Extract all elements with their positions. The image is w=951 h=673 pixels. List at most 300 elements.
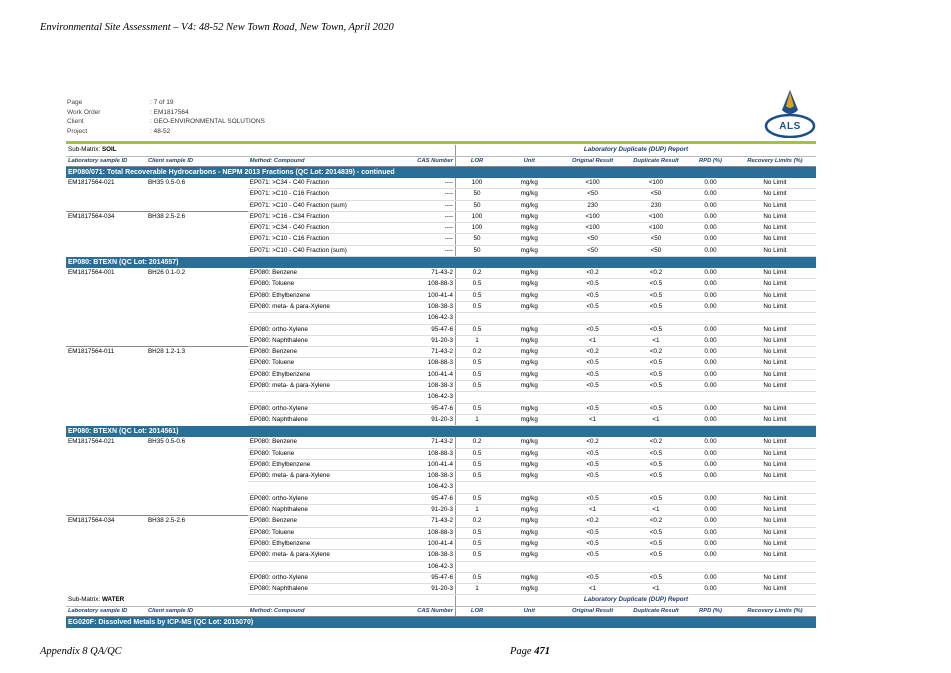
client-sample-id <box>146 403 248 414</box>
table-row <box>66 335 816 346</box>
cas-number: 106-42-3 <box>387 392 456 403</box>
cas-number: 100-41-4 <box>387 290 456 301</box>
rpd: 0.00 <box>687 403 734 414</box>
lor <box>456 561 499 572</box>
table-row <box>66 516 816 527</box>
table-row <box>66 437 816 448</box>
lab-sample-id <box>66 234 146 245</box>
duplicate-result: <0.5 <box>625 358 687 369</box>
lab-sample-id <box>66 335 146 346</box>
rpd: 0.00 <box>687 211 734 222</box>
cas-number: 95-47-6 <box>387 324 456 335</box>
duplicate-result <box>625 561 687 572</box>
unit <box>498 561 560 572</box>
section-title: EP080: BTEXN (QC Lot: 2014557) <box>66 257 816 269</box>
compound: EP080: Benzene <box>248 437 387 448</box>
section-title: EG020F: Dissolved Metals by ICP-MS (QC Lot: 2015070) <box>66 617 816 629</box>
rpd: 0.00 <box>687 290 734 301</box>
cas-number: 108-88-3 <box>387 279 456 290</box>
lab-sample-id <box>66 471 146 482</box>
duplicate-result: <0.5 <box>625 572 687 583</box>
dup-report-title: Laboratory Duplicate (DUP) Report <box>456 145 816 157</box>
table-row <box>66 403 816 414</box>
lor: 1 <box>456 335 499 346</box>
lab-sample-id <box>66 381 146 392</box>
unit <box>498 482 560 493</box>
duplicate-result: <0.2 <box>625 437 687 448</box>
recovery-limits <box>734 392 816 403</box>
lab-sample-id <box>66 279 146 290</box>
recovery-limits: No Limit <box>734 538 816 549</box>
rpd: 0.00 <box>687 493 734 504</box>
original-result: <1 <box>560 584 624 595</box>
client-sample-id <box>146 459 248 470</box>
client-sample-id <box>146 313 248 324</box>
compound: EP080: meta- & para-Xylene <box>248 301 387 312</box>
client-sample-id <box>146 234 248 245</box>
client-sample-id <box>146 505 248 516</box>
duplicate-result: <50 <box>625 189 687 200</box>
lor: 50 <box>456 234 499 245</box>
recovery-limits: No Limit <box>734 471 816 482</box>
recovery-limits: No Limit <box>734 572 816 583</box>
lor: 0.5 <box>456 301 499 312</box>
page-number <box>510 646 550 657</box>
lor: 0.5 <box>456 471 499 482</box>
lor: 0.5 <box>456 324 499 335</box>
duplicate-result <box>625 392 687 403</box>
client-sample-id: BH28 1.2-1.3 <box>146 347 248 358</box>
original-result: <0.2 <box>560 516 624 527</box>
table-row <box>66 572 816 583</box>
column-header: Unit <box>498 157 560 167</box>
lab-sample-id <box>66 414 146 425</box>
compound: EP080: Toluene <box>248 279 387 290</box>
duplicate-result: <0.5 <box>625 493 687 504</box>
duplicate-result: <0.5 <box>625 381 687 392</box>
client-sample-id <box>146 561 248 572</box>
cas-number: 106-42-3 <box>387 313 456 324</box>
unit: mg/kg <box>498 493 560 504</box>
client-sample-id <box>146 301 248 312</box>
compound: EP080: Naphthalene <box>248 335 387 346</box>
compound: EP080: Benzene <box>248 516 387 527</box>
column-header: Original Result <box>560 157 624 167</box>
duplicate-result: <0.5 <box>625 448 687 459</box>
meta-value: : EM1817564 <box>150 108 189 116</box>
column-header: Client sample ID <box>146 607 248 617</box>
cas-number: 95-47-6 <box>387 493 456 504</box>
duplicate-result: <1 <box>625 414 687 425</box>
lab-sample-id <box>66 448 146 459</box>
original-result: <0.5 <box>560 403 624 414</box>
rpd: 0.00 <box>687 538 734 549</box>
original-result: <100 <box>560 211 624 222</box>
rpd: 0.00 <box>687 189 734 200</box>
original-result: <1 <box>560 335 624 346</box>
lor: 0.5 <box>456 459 499 470</box>
unit: mg/kg <box>498 448 560 459</box>
submatrix-label: Sub-Matrix: SOIL <box>66 145 456 157</box>
meta-row <box>67 127 265 137</box>
cas-number: 108-38-3 <box>387 381 456 392</box>
rpd: 0.00 <box>687 324 734 335</box>
lor: 0.2 <box>456 268 499 279</box>
rpd: 0.00 <box>687 178 734 189</box>
client-sample-id <box>146 335 248 346</box>
lab-sample-id <box>66 189 146 200</box>
lab-sample-id <box>66 301 146 312</box>
duplicate-result <box>625 482 687 493</box>
unit: mg/kg <box>498 245 560 256</box>
unit: mg/kg <box>498 301 560 312</box>
lab-sample-id <box>66 550 146 561</box>
table-row <box>66 381 816 392</box>
cas-number: ---- <box>387 245 456 256</box>
rpd: 0.00 <box>687 369 734 380</box>
cas-number: 106-42-3 <box>387 561 456 572</box>
unit: mg/kg <box>498 437 560 448</box>
compound: EP080: Toluene <box>248 358 387 369</box>
compound: EP071: >C10 - C40 Fraction (sum) <box>248 245 387 256</box>
unit: mg/kg <box>498 279 560 290</box>
table-row <box>66 369 816 380</box>
client-sample-id <box>146 527 248 538</box>
unit: mg/kg <box>498 189 560 200</box>
rpd: 0.00 <box>687 223 734 234</box>
compound: EP080: ortho-Xylene <box>248 493 387 504</box>
cas-number: ---- <box>387 178 456 189</box>
duplicate-result: <0.2 <box>625 347 687 358</box>
original-result: <0.2 <box>560 437 624 448</box>
rpd: 0.00 <box>687 245 734 256</box>
als-logo <box>764 88 816 138</box>
recovery-limits: No Limit <box>734 584 816 595</box>
table-row <box>66 505 816 516</box>
recovery-limits: No Limit <box>734 211 816 222</box>
cas-number: ---- <box>387 223 456 234</box>
table-row <box>66 550 816 561</box>
unit: mg/kg <box>498 572 560 583</box>
meta-label: Work Order <box>67 108 101 116</box>
meta-value: : GEO-ENVIRONMENTAL SOLUTIONS <box>150 118 265 126</box>
lor: 0.5 <box>456 493 499 504</box>
cas-number: 95-47-6 <box>387 572 456 583</box>
duplicate-result: <0.5 <box>625 550 687 561</box>
client-sample-id: BH38 2.5-2.6 <box>146 516 248 527</box>
duplicate-result: <0.2 <box>625 516 687 527</box>
unit: mg/kg <box>498 403 560 414</box>
recovery-limits: No Limit <box>734 335 816 346</box>
logo-text: ALS <box>779 121 801 132</box>
meta-label: Page <box>67 99 83 106</box>
table-row <box>66 584 816 595</box>
client-sample-id <box>146 482 248 493</box>
original-result: <1 <box>560 414 624 425</box>
lab-sample-id: EM1817564-021 <box>68 438 115 446</box>
client-sample-id <box>146 414 248 425</box>
page-prefix: Page <box>510 646 535 657</box>
unit: mg/kg <box>498 459 560 470</box>
compound: EP080: Ethylbenzene <box>248 538 387 549</box>
unit: mg/kg <box>498 550 560 561</box>
rpd: 0.00 <box>687 584 734 595</box>
compound: EP080: ortho-Xylene <box>248 403 387 414</box>
cas-number: 108-38-3 <box>387 301 456 312</box>
duplicate-result: <0.5 <box>625 369 687 380</box>
cas-number: ---- <box>387 211 456 222</box>
client-sample-id <box>146 369 248 380</box>
original-result: <0.5 <box>560 459 624 470</box>
recovery-limits: No Limit <box>734 189 816 200</box>
original-result: <0.5 <box>560 550 624 561</box>
unit: mg/kg <box>498 268 560 279</box>
unit <box>498 313 560 324</box>
unit: mg/kg <box>498 471 560 482</box>
rpd: 0.00 <box>687 437 734 448</box>
lab-sample-id <box>66 459 146 470</box>
recovery-limits: No Limit <box>734 369 816 380</box>
rpd: 0.00 <box>687 572 734 583</box>
unit: mg/kg <box>498 414 560 425</box>
client-sample-id <box>146 189 248 200</box>
recovery-limits: No Limit <box>734 527 816 538</box>
submatrix-row <box>66 595 816 607</box>
lor: 0.5 <box>456 403 499 414</box>
unit: mg/kg <box>498 324 560 335</box>
cas-number: 91-20-3 <box>387 414 456 425</box>
client-sample-id <box>146 381 248 392</box>
column-header: CAS Number <box>387 157 456 167</box>
recovery-limits: No Limit <box>734 178 816 189</box>
lab-sample-id <box>66 482 146 493</box>
unit: mg/kg <box>498 538 560 549</box>
cas-number: 71-43-2 <box>387 437 456 448</box>
rpd: 0.00 <box>687 527 734 538</box>
compound: EP071: >C34 - C40 Fraction <box>248 178 387 189</box>
compound: EP080: Benzene <box>248 268 387 279</box>
compound: EP080: meta- & para-Xylene <box>248 471 387 482</box>
column-header-row <box>66 157 816 167</box>
recovery-limits: No Limit <box>734 358 816 369</box>
table-row <box>66 482 816 493</box>
duplicate-result: <1 <box>625 505 687 516</box>
lor: 0.5 <box>456 572 499 583</box>
duplicate-result: <100 <box>625 211 687 222</box>
lor: 1 <box>456 414 499 425</box>
rpd <box>687 313 734 324</box>
cas-number: 108-88-3 <box>387 527 456 538</box>
client-sample-id <box>146 223 248 234</box>
rpd: 0.00 <box>687 471 734 482</box>
cas-number: ---- <box>387 189 456 200</box>
section-title: EP080/071: Total Recoverable Hydrocarbons - NEPM 2013 Fractions (QC Lot: 2014839) - continued <box>66 167 816 179</box>
table-row <box>66 211 816 222</box>
table-row <box>66 178 816 189</box>
lab-sample-id: EM1817564-001 <box>68 269 115 277</box>
lor: 0.5 <box>456 279 499 290</box>
recovery-limits: No Limit <box>734 268 816 279</box>
cas-number: 91-20-3 <box>387 505 456 516</box>
recovery-limits: No Limit <box>734 437 816 448</box>
compound: EP071: >C16 - C34 Fraction <box>248 211 387 222</box>
lor: 0.5 <box>456 290 499 301</box>
lor: 0.5 <box>456 527 499 538</box>
lor: 100 <box>456 178 499 189</box>
column-header: Duplicate Result <box>625 157 687 167</box>
column-header: Recovery Limits (%) <box>734 607 816 617</box>
rpd: 0.00 <box>687 448 734 459</box>
rpd: 0.00 <box>687 550 734 561</box>
cas-number: 71-43-2 <box>387 516 456 527</box>
recovery-limits: No Limit <box>734 459 816 470</box>
table-row <box>66 245 816 256</box>
original-result: <0.5 <box>560 471 624 482</box>
client-sample-id: BH38 2.5-2.6 <box>146 211 248 222</box>
compound: EP080: Toluene <box>248 527 387 538</box>
compound <box>248 313 387 324</box>
client-sample-id <box>146 200 248 211</box>
original-result: <0.2 <box>560 268 624 279</box>
client-sample-id <box>146 324 248 335</box>
original-result <box>560 392 624 403</box>
duplicate-result <box>625 313 687 324</box>
column-header: RPD (%) <box>687 157 734 167</box>
table-row <box>66 392 816 403</box>
recovery-limits: No Limit <box>734 245 816 256</box>
lor: 1 <box>456 584 499 595</box>
unit: mg/kg <box>498 381 560 392</box>
table-row <box>66 279 816 290</box>
unit: mg/kg <box>498 358 560 369</box>
duplicate-result: <0.5 <box>625 538 687 549</box>
lab-sample-id <box>66 223 146 234</box>
lab-sample-id <box>66 313 146 324</box>
duplicate-result: <0.5 <box>625 471 687 482</box>
compound: EP080: Ethylbenzene <box>248 369 387 380</box>
original-result: <0.5 <box>560 301 624 312</box>
table-row <box>66 414 816 425</box>
recovery-limits: No Limit <box>734 234 816 245</box>
column-header: Laboratory sample ID <box>66 157 146 167</box>
client-sample-id: BH35 0.5-0.6 <box>147 438 186 446</box>
recovery-limits: No Limit <box>734 381 816 392</box>
lor: 100 <box>456 211 499 222</box>
rpd: 0.00 <box>687 234 734 245</box>
rpd: 0.00 <box>687 381 734 392</box>
lab-sample-id: EM1817564-034 <box>66 516 146 527</box>
lor <box>456 392 499 403</box>
rpd: 0.00 <box>687 200 734 211</box>
unit: mg/kg <box>498 200 560 211</box>
column-header: Laboratory sample ID <box>66 607 146 617</box>
recovery-limits: No Limit <box>734 505 816 516</box>
lor: 0.5 <box>456 538 499 549</box>
client-sample-id <box>146 584 248 595</box>
duplicate-result: <0.5 <box>625 527 687 538</box>
lor: 0.2 <box>456 516 499 527</box>
duplicate-result: <0.5 <box>625 301 687 312</box>
duplicate-result: <50 <box>625 234 687 245</box>
accent-divider <box>66 141 816 144</box>
lab-sample-id <box>66 245 146 256</box>
lab-sample-id: EM1817564-034 <box>66 211 146 222</box>
section-header <box>66 257 816 269</box>
document-footer-left: Appendix 8 QA/QC <box>40 646 122 657</box>
table-row <box>66 301 816 312</box>
recovery-limits: No Limit <box>734 200 816 211</box>
lab-sample-id <box>66 358 146 369</box>
recovery-limits: No Limit <box>734 414 816 425</box>
original-result: <1 <box>560 505 624 516</box>
recovery-limits: No Limit <box>734 516 816 527</box>
compound <box>248 482 387 493</box>
lab-sample-id <box>66 493 146 504</box>
unit: mg/kg <box>498 223 560 234</box>
client-sample-id <box>146 245 248 256</box>
unit: mg/kg <box>498 335 560 346</box>
original-result: <0.5 <box>560 527 624 538</box>
compound: EP080: ortho-Xylene <box>248 572 387 583</box>
column-header: LOR <box>456 157 499 167</box>
compound: EP080: meta- & para-Xylene <box>248 550 387 561</box>
lab-sample-id <box>66 584 146 595</box>
recovery-limits: No Limit <box>734 448 816 459</box>
lor: 0.2 <box>456 437 499 448</box>
cas-number: 108-38-3 <box>387 471 456 482</box>
table-row <box>66 290 816 301</box>
lab-sample-id <box>66 505 146 516</box>
cas-number: 106-42-3 <box>387 482 456 493</box>
unit: mg/kg <box>498 584 560 595</box>
recovery-limits: No Limit <box>734 324 816 335</box>
original-result: <100 <box>560 223 624 234</box>
section-title: EP080: BTEXN (QC Lot: 2014561) <box>66 426 816 438</box>
original-result: <0.5 <box>560 369 624 380</box>
table-row <box>66 223 816 234</box>
lor <box>456 482 499 493</box>
column-header: Unit <box>498 607 560 617</box>
table-row <box>66 268 816 279</box>
client-sample-id <box>146 392 248 403</box>
lor: 0.2 <box>456 347 499 358</box>
original-result: <0.5 <box>560 279 624 290</box>
rpd <box>687 561 734 572</box>
section-header <box>66 617 816 629</box>
rpd <box>687 392 734 403</box>
meta-label: Project <box>67 128 88 136</box>
rpd: 0.00 <box>687 347 734 358</box>
recovery-limits <box>734 482 816 493</box>
lor: 0.5 <box>456 448 499 459</box>
compound: EP080: Ethylbenzene <box>248 290 387 301</box>
original-result: <50 <box>560 234 624 245</box>
client-sample-id: BH35 0.5-0.6 <box>147 179 186 186</box>
compound: EP080: Naphthalene <box>248 505 387 516</box>
meta-row <box>67 117 265 127</box>
client-sample-id <box>146 538 248 549</box>
unit: mg/kg <box>498 178 560 189</box>
table-row <box>66 200 816 211</box>
client-sample-id <box>146 550 248 561</box>
rpd: 0.00 <box>687 516 734 527</box>
submatrix-row <box>66 145 816 157</box>
client-sample-id <box>146 471 248 482</box>
section-header <box>66 167 816 179</box>
table-row <box>66 358 816 369</box>
original-result <box>560 561 624 572</box>
cas-number: 95-47-6 <box>387 403 456 414</box>
